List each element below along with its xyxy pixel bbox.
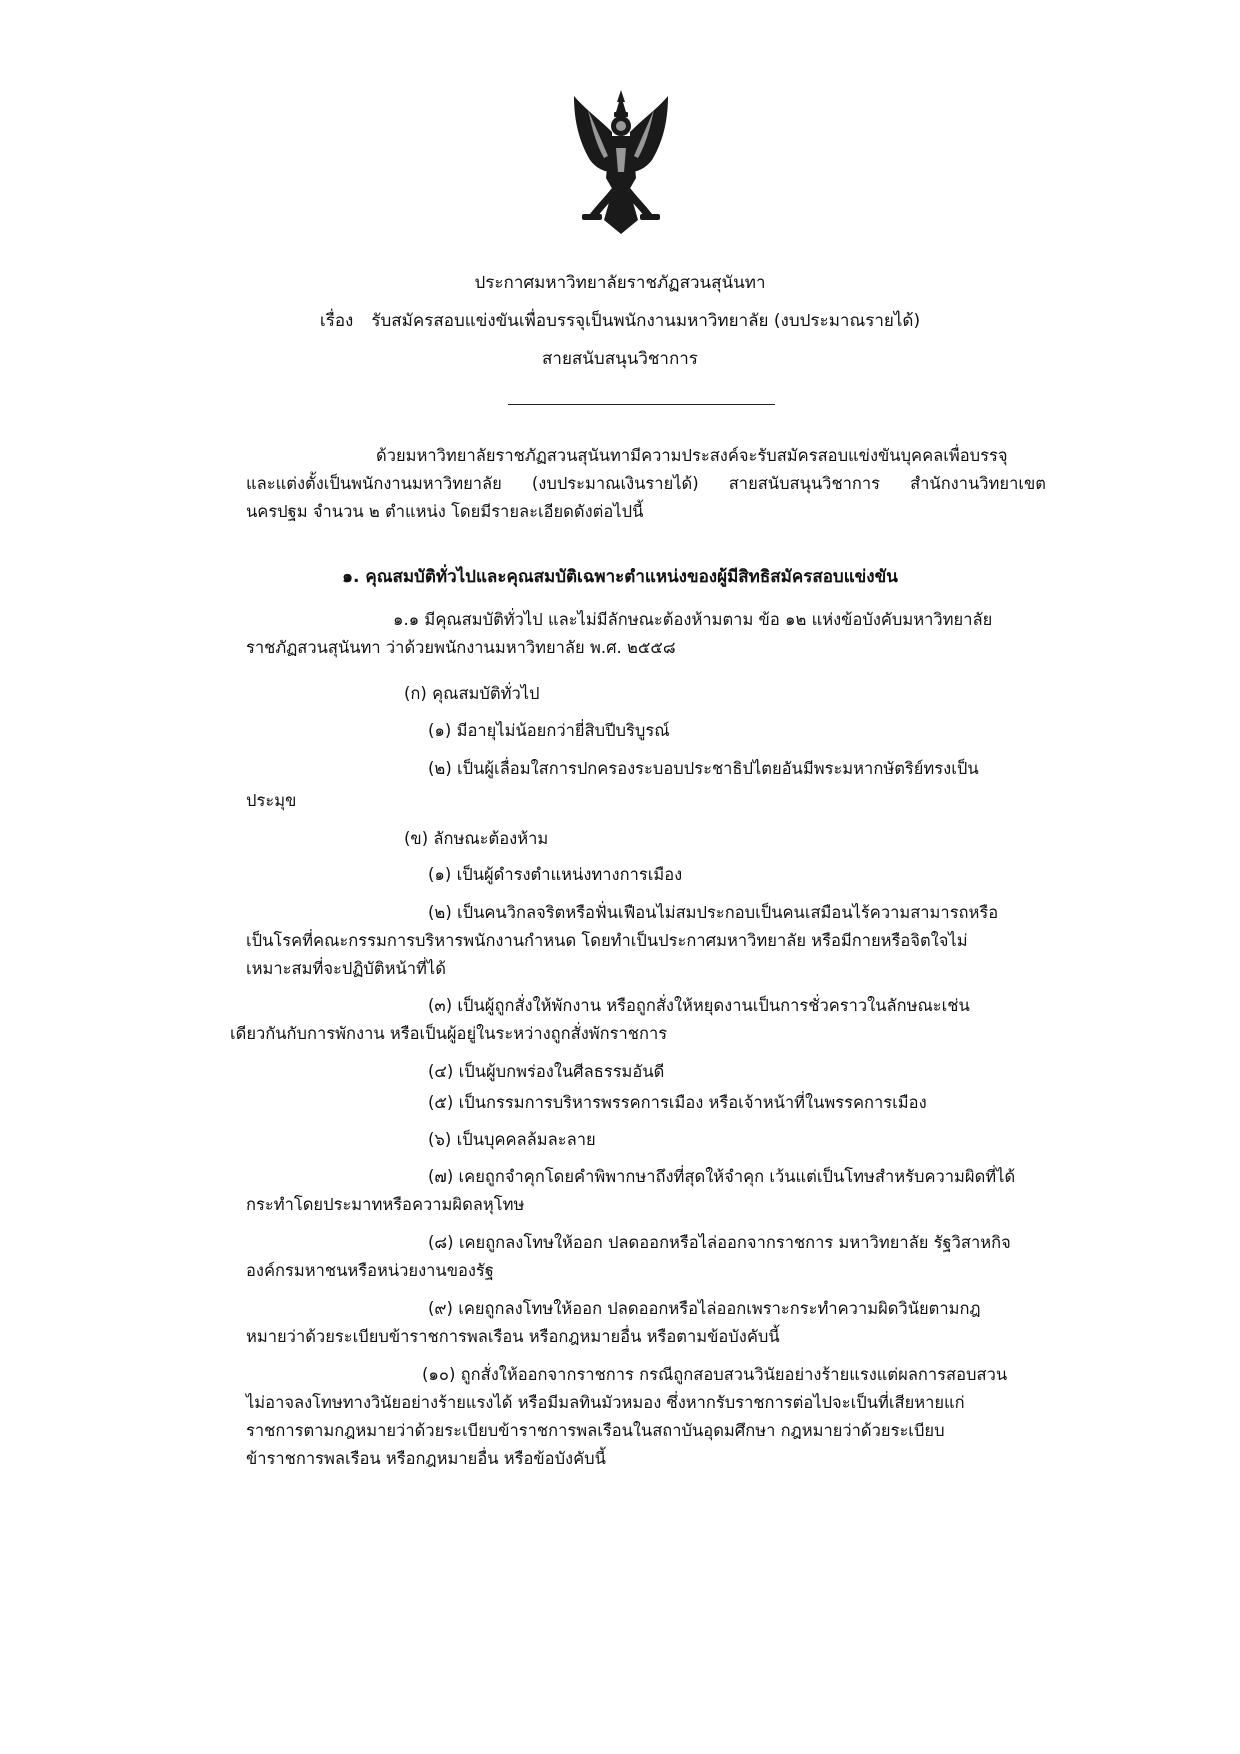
prohibited-item-1: (๑) เป็นผู้ดำรงตำแหน่งทางการเมือง	[428, 865, 683, 884]
prohibited-item-6: (๖) เป็นบุคคลล้มละลาย	[428, 1130, 596, 1149]
item-line: ข้าราชการพลเรือน หรือกฎหมายอื่น หรือข้อบังคับนี้	[246, 1449, 606, 1468]
item-line: (๗) เคยถูกจำคุกโดยคำพิพากษาถึงที่สุดให้จำคุก เว้นแต่เป็นโทษสำหรับความผิดที่ได้	[428, 1167, 1016, 1186]
item-line: หมายว่าด้วยระเบียบข้าราชการพลเรือน หรือกฎหมายอื่น หรือตามข้อบังคับนี้	[246, 1327, 780, 1346]
subject-text: รับสมัครสอบแข่งขันเพื่อบรรจุเป็นพนักงานมหาวิทยาลัย (งบประมาณรายได้)	[371, 311, 921, 331]
intro-paragraph	[246, 442, 1046, 526]
item-line: (๒) เป็นคนวิกลจริตหรือฟั่นเฟือนไม่สมประกอบเป็นคนเสมือนไร้ความสามารถหรือ	[428, 903, 999, 922]
intro-line: และแต่งตั้งเป็นพนักงานมหาวิทยาลัย (งบประมาณเงินรายได้) สายสนับสนุนวิชาการ สำนักงานวิทยาเขต	[246, 474, 1046, 493]
clause-line: ๑.๑ มีคุณสมบัติทั่วไป และไม่มีลักษณะต้องห้ามตาม ข้อ ๑๒ แห่งข้อบังคับมหาวิทยาลัย	[393, 610, 993, 629]
prohibited-item-10	[246, 1361, 1046, 1473]
item-line: เหมาะสมที่จะปฏิบัติหน้าที่ได้	[246, 959, 446, 978]
item-line: (๑๐) ถูกสั่งให้ออกจากราชการ กรณีถูกสอบสวนวินัยอย่างร้ายแรงแต่ผลการสอบสวน	[422, 1365, 1008, 1384]
general-item-2: (๒) เป็นผู้เลื่อมใสการปกครองระบอบประชาธิปไตยอันมีพระมหากษัตริย์ทรงเป็น	[428, 759, 979, 778]
clause-line: ราชภัฏสวนสุนันทา ว่าด้วยพนักงานมหาวิทยาลัย พ.ศ. ๒๕๕๘	[246, 638, 676, 657]
clause-1-1	[246, 606, 1046, 662]
general-item-1: (๑) มีอายุไม่น้อยกว่ายี่สิบปีบริบูรณ์	[428, 721, 670, 740]
item-line: เดียวกันกับการพักงาน หรือเป็นผู้อยู่ในระหว่างถูกสั่งพักราชการ	[230, 1024, 668, 1043]
item-line: ราชการตามกฎหมายว่าด้วยระเบียบข้าราชการพลเรือนในสถาบันอุดมศึกษา กฎหมายว่าด้วยระเบียบ	[246, 1421, 945, 1440]
prohibited-title: (ข) ลักษณะต้องห้าม	[404, 829, 549, 848]
garuda-emblem	[568, 88, 674, 240]
prohibited-item-2	[246, 899, 1046, 983]
announcement-org-line: ประกาศมหาวิทยาลัยราชภัฏสวนสุนันทา	[474, 273, 766, 293]
general-qualifications-title: (ก) คุณสมบัติทั่วไป	[404, 684, 540, 703]
item-line: กระทำโดยประมาทหรือความผิดลหุโทษ	[246, 1195, 525, 1214]
subject-line	[0, 310, 1240, 332]
intro-line: ด้วยมหาวิทยาลัยราชภัฏสวนสุนันทามีความประสงค์จะรับสมัครสอบแข่งขันบุคคลเพื่อบรรจุ	[376, 446, 1008, 465]
line-of-work: สายสนับสนุนวิชาการ	[542, 349, 698, 369]
item-line: เป็นโรคที่คณะกรรมการบริหารพนักงานกำหนด โดยทำเป็นประกาศมหาวิทยาลัย หรือมีกายหรือจิตใจไม่	[246, 931, 968, 950]
prohibited-item-8	[246, 1229, 1046, 1285]
header-divider	[508, 404, 775, 405]
item-line: (๓) เป็นผู้ถูกสั่งให้พักงาน หรือถูกสั่งให้หยุดงานเป็นการชั่วคราวในลักษณะเช่น	[428, 996, 970, 1015]
item-line: (๙) เคยถูกลงโทษให้ออก ปลดออกหรือไล่ออกเพราะกระทำความผิดวินัยตามกฎ	[428, 1299, 981, 1318]
prohibited-item-4: (๔) เป็นผู้บกพร่องในศีลธรรมอันดี	[428, 1062, 665, 1081]
prohibited-item-7	[246, 1163, 1046, 1219]
prohibited-item-9	[246, 1295, 1046, 1351]
section-1-title: ๑. คุณสมบัติทั่วไปและคุณสมบัติเฉพาะตำแหน่งของผู้มีสิทธิสมัครสอบแข่งขัน	[342, 567, 898, 587]
item-line: ไม่อาจลงโทษทางวินัยอย่างร้ายแรงได้ หรือมีมลทินมัวหมอง ซึ่งหากรับราชการต่อไปจะเป็นที่เสียหายแก่	[246, 1393, 965, 1412]
item-line: (๘) เคยถูกลงโทษให้ออก ปลดออกหรือไล่ออกจากราชการ มหาวิทยาลัย รัฐวิสาหกิจ	[428, 1233, 1011, 1252]
prohibited-item-3	[230, 992, 1046, 1048]
prohibited-item-5: (๕) เป็นกรรมการบริหารพรรคการเมือง หรือเจ้าหน้าที่ในพรรคการเมือง	[428, 1093, 927, 1112]
item-line: องค์กรมหาชนหรือหน่วยงานของรัฐ	[246, 1261, 494, 1280]
subject-label: เรื่อง	[319, 311, 354, 331]
intro-line: นครปฐม จำนวน ๒ ตำแหน่ง โดยมีรายละเอียดดังต่อไปนี้	[246, 502, 644, 521]
general-item-2-cont: ประมุข	[246, 791, 297, 810]
